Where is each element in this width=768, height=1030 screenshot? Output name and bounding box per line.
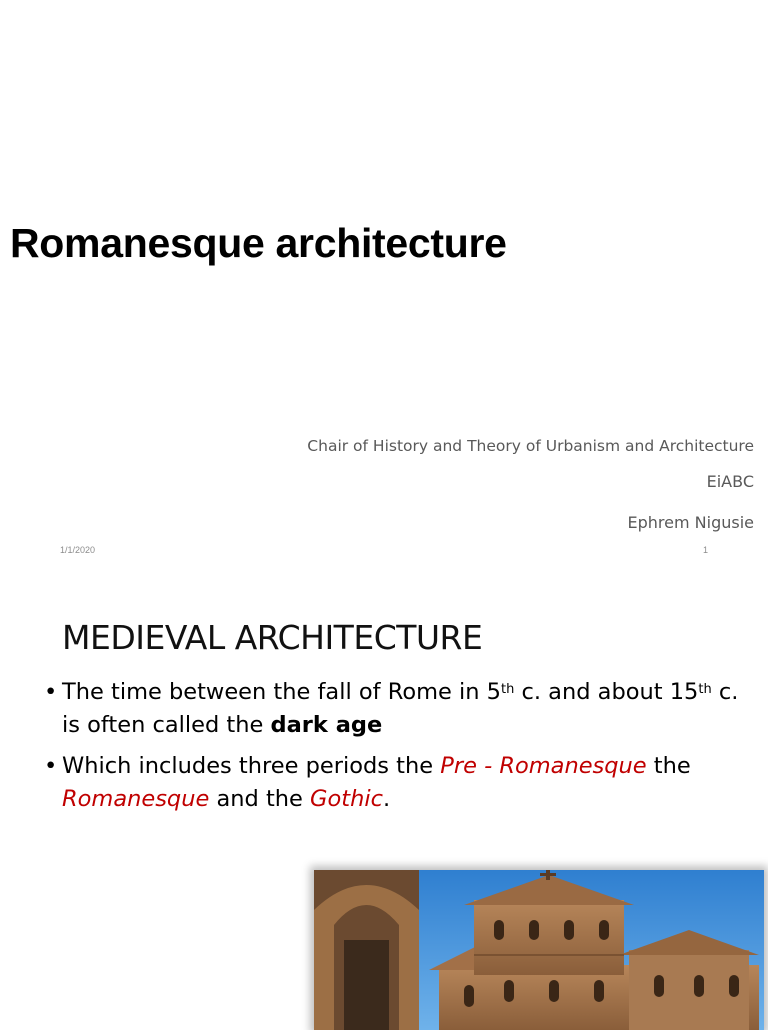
church-photo-icon bbox=[314, 870, 764, 1030]
slide-number: 1 bbox=[703, 545, 709, 555]
bullet-icon: • bbox=[44, 679, 58, 705]
bullet-list bbox=[44, 676, 744, 824]
slide-title: Romanesque architecture bbox=[10, 220, 507, 266]
church-photo bbox=[314, 870, 764, 1030]
bullet-item: • Which includes three periods the Pre - Romanesque the Romanesque and the Gothic. bbox=[44, 750, 744, 816]
subtitle-institution: EiABC bbox=[706, 472, 754, 491]
slide-date: 1/1/2020 bbox=[60, 545, 96, 555]
author-name: Ephrem Nigusie bbox=[627, 513, 754, 532]
content-slide bbox=[0, 580, 768, 1024]
bullet-item: • The time between the fall of Rome in 5th c. and about 15th c. is often called the dark age bbox=[44, 676, 744, 742]
slide-heading: MEDIEVAL ARCHITECTURE bbox=[62, 618, 483, 657]
subtitle-chair: Chair of History and Theory of Urbanism and Architecture bbox=[307, 437, 754, 455]
bullet-icon: • bbox=[44, 753, 58, 779]
